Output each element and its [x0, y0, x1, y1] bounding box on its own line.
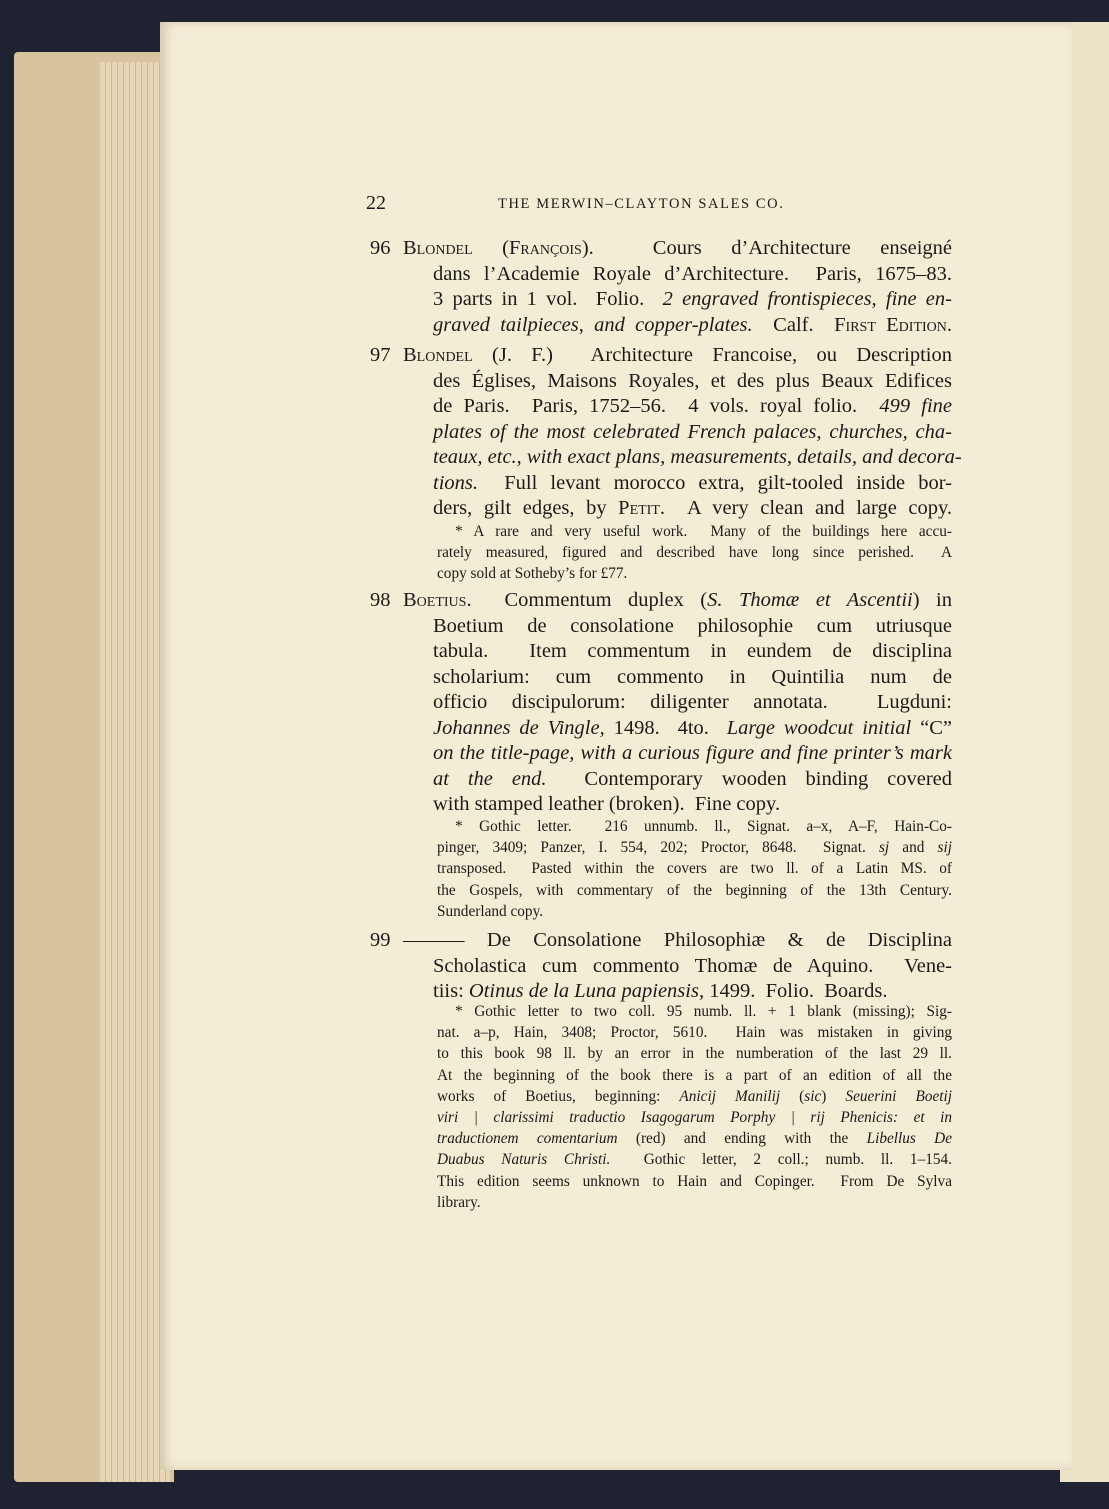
text: transposed. Pasted within the covers are two ll. of a Latin MS. of	[437, 860, 952, 878]
small-caps-text: Petit	[618, 497, 660, 519]
text: ——— De Consolatione Philosophiæ & de Disciplina	[403, 929, 952, 951]
italic-text: sij	[937, 839, 952, 857]
italic-text: teaux, etc., with exact plans, measurements, details, and decora-	[433, 446, 962, 468]
italic-text: Johannes de Vingle,	[433, 716, 605, 739]
text: Commentum duplex (	[471, 589, 708, 611]
italic-text: Otinus de la Luna papiensis,	[468, 980, 705, 1002]
entry-line	[370, 954, 952, 980]
text: Full levant morocco extra, gilt-tooled inside bor-	[478, 471, 952, 494]
text: 1498. 4to.	[604, 716, 727, 739]
entry-line	[370, 928, 952, 954]
text: Boetium de consolatione philosophie cum utriusque	[433, 614, 952, 637]
small-caps-text: Blondel	[403, 344, 473, 366]
text: “C”	[911, 716, 953, 739]
footnote-98	[437, 816, 952, 922]
text: * A rare and very useful work. Many of the buildings here accu-	[455, 523, 952, 540]
entry-line	[370, 287, 952, 313]
entry-line	[370, 445, 962, 471]
entry-line	[370, 639, 952, 665]
footnote-line	[437, 1192, 952, 1213]
footnote-line	[437, 521, 952, 542]
catalog-entry-99	[370, 928, 952, 1005]
lot-number: 99	[370, 929, 391, 951]
italic-text: at the end.	[433, 767, 547, 790]
footnote-99	[437, 1001, 952, 1213]
entry-line	[370, 741, 952, 767]
footnote-line	[437, 1107, 952, 1128]
footnote-line	[437, 837, 952, 858]
text: de Paris. Paris, 1752–56. 4 vols. royal folio.	[433, 395, 880, 417]
footnote-line	[437, 1171, 952, 1192]
running-header: THE MERWIN–CLAYTON SALES CO.	[498, 196, 785, 212]
footnote-line	[437, 1022, 952, 1043]
italic-text: Large woodcut initial	[726, 716, 912, 739]
text: nat. a–p, Hain, 3408; Proctor, 5610. Hain was mistaken in giving	[437, 1024, 952, 1042]
catalog-entry-96	[370, 236, 952, 338]
text: tiis:	[433, 980, 469, 1002]
entry-line	[370, 716, 952, 742]
footnote-line	[437, 1043, 952, 1064]
entry-line	[370, 614, 952, 640]
catalog-entry-98	[370, 588, 952, 818]
entry-line	[370, 420, 952, 446]
small-caps-text: Blondel (François).	[403, 237, 594, 259]
lot-number: 98	[370, 589, 391, 611]
entry-line	[370, 792, 952, 818]
text: Calf.	[752, 313, 835, 336]
italic-text: 2 engraved frontispieces, fine en-	[662, 288, 952, 310]
italic-text: sj	[878, 839, 890, 857]
lot-number: 97	[370, 344, 391, 366]
lot-number: 96	[370, 237, 391, 259]
text: Sunderland copy.	[437, 902, 544, 920]
entry-line	[370, 369, 952, 395]
text: pinger, 3409; Panzer, I. 554, 202; Proctor, 8648. Signat.	[437, 839, 879, 857]
italic-text: graved tailpieces, and copper-plates.	[433, 313, 753, 336]
text: the Gospels, with commentary of the beginning of the 13th Century.	[437, 881, 952, 899]
footnote-line	[437, 1149, 952, 1170]
italic-text: on the title-page, with a curious figure and fine printer’s mark	[433, 742, 952, 764]
footnote-line	[437, 542, 952, 563]
entry-line	[370, 343, 952, 369]
footnote-line	[437, 1128, 952, 1149]
text: (	[780, 1087, 805, 1105]
italic-text: 499 fine	[879, 395, 952, 417]
entry-line	[370, 262, 952, 288]
italic-text: tions.	[433, 471, 478, 494]
text: ) in	[912, 589, 952, 611]
footnote-line	[437, 563, 952, 584]
footnote-line	[437, 901, 952, 922]
footnote-line	[437, 1001, 952, 1022]
entry-line	[370, 588, 952, 614]
text: At the beginning of the book there is a part of an edition of all the	[437, 1066, 952, 1084]
entry-line	[370, 313, 952, 339]
text: ders, gilt edges, by	[433, 497, 619, 519]
footnote-line	[437, 858, 952, 879]
italic-text: sic	[804, 1087, 822, 1105]
footnote-line	[437, 1065, 952, 1086]
italic-text: traductionem comentarium	[437, 1130, 618, 1148]
italic-text: Duabus Naturis Christi.	[437, 1151, 611, 1169]
text: Cours d’Architecture enseigné	[593, 237, 952, 259]
small-caps-text: Boetius.	[403, 589, 472, 611]
text: )	[821, 1087, 846, 1105]
italic-text: Seuerini Boetij	[845, 1087, 953, 1105]
text: library.	[437, 1193, 481, 1211]
text: to this book 98 ll. by an error in the numberation of the last 29 ll.	[437, 1045, 952, 1063]
text: dans l’Academie Royale d’Architecture. Paris, 1675–83.	[433, 262, 952, 285]
text: 1499. Folio. Boards.	[704, 980, 888, 1002]
text: . A very clean and large copy.	[659, 497, 952, 519]
text: works of Boetius, beginning:	[437, 1087, 680, 1105]
text: (red) and ending with the	[617, 1130, 867, 1148]
entry-line	[370, 665, 952, 691]
italic-text: Libellus De	[866, 1130, 952, 1148]
text: and	[889, 839, 938, 857]
italic-text: S. Thomæ et Ascentii	[707, 589, 913, 611]
text: scholarium: cum commento in Quintilia num de	[433, 665, 952, 688]
text: Gothic letter, 2 coll.; numb. ll. 1–154.	[610, 1151, 952, 1169]
text: * Gothic letter to two coll. 95 numb. ll. + 1 blank (missing); Sig-	[455, 1003, 952, 1020]
entry-line	[370, 690, 952, 716]
italic-text: plates of the most celebrated French palaces, churches, cha-	[433, 420, 952, 443]
entry-line	[370, 236, 952, 262]
entry-line	[370, 767, 952, 793]
footnote-97	[437, 521, 952, 585]
catalog-entry-97	[370, 343, 962, 522]
footnote-line	[437, 880, 952, 901]
text: Contemporary wooden binding covered	[546, 767, 952, 790]
text: officio discipulorum: diligenter annotata. Lugduni:	[433, 691, 952, 713]
entry-line	[370, 496, 952, 522]
text: (J. F.) Architecture Francoise, ou Description	[472, 344, 952, 366]
italic-text: viri | clarissimi traductio Isagogarum Porphy | rij Phenicis: et in	[437, 1108, 952, 1126]
text: des Églises, Maisons Royales, et des plus Beaux Edifices	[433, 369, 952, 392]
scan-background	[0, 1482, 1109, 1509]
text: * Gothic letter. 216 unnumb. ll., Signat. a–x, A–F, Hain-Co-	[455, 818, 952, 835]
text: tabula. Item commentum in eundem de disciplina	[433, 640, 952, 662]
entry-line	[370, 471, 952, 497]
text: 3 parts in 1 vol. Folio.	[433, 288, 663, 310]
text: copy sold at Sotheby’s for £77.	[437, 565, 628, 583]
text: with stamped leather (broken). Fine copy.	[433, 793, 781, 815]
text: This edition seems unknown to Hain and Copinger. From De Sylva	[437, 1172, 952, 1190]
footnote-line	[437, 1086, 952, 1107]
small-caps-text: First Edition.	[834, 313, 953, 336]
footnote-line	[437, 816, 952, 837]
entry-line	[370, 394, 952, 420]
text: rately measured, figured and described have long since perished. A	[437, 544, 952, 562]
text: Scholastica cum commento Thomæ de Aquino. Vene-	[433, 954, 952, 977]
page-number: 22	[366, 192, 386, 214]
italic-text: Anicij Manilij	[679, 1087, 781, 1105]
